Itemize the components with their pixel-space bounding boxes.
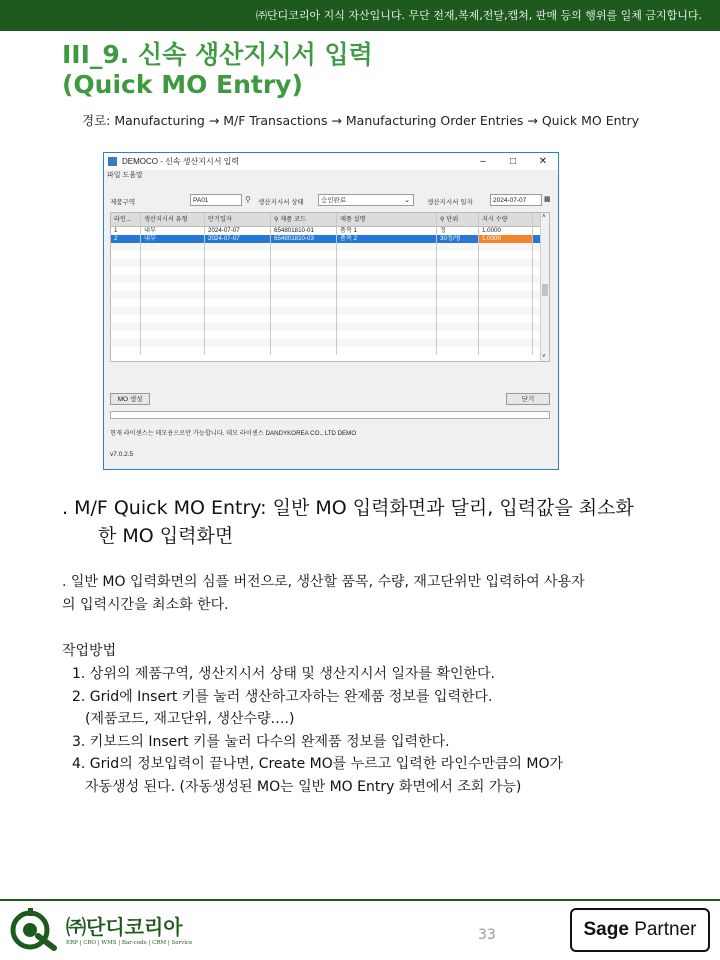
license-text: 현재 라이센스는 데모용으로만 가능합니다. 데모 라이센스 DANDYKOREA CO., LTD DEMO bbox=[110, 430, 357, 437]
col-product-desc[interactable]: 제품 설명 bbox=[337, 213, 437, 226]
menu-bar[interactable]: 파일 도움말 bbox=[107, 172, 143, 179]
maximize-button[interactable]: □ bbox=[509, 156, 517, 167]
list-item: 자동생성 된다. (자동생성된 MO는 일반 MO Entry 화면에서 조회 가능) bbox=[85, 778, 522, 795]
footer-divider bbox=[0, 899, 720, 901]
empty-table-row[interactable] bbox=[111, 243, 549, 251]
list-item: (제품코드, 재고단위, 생산수량….) bbox=[85, 711, 295, 727]
empty-table-row[interactable] bbox=[111, 267, 549, 275]
filter-bar bbox=[110, 194, 552, 208]
list-item: 3. 키보드의 Insert 키를 눌러 다수의 완제품 정보를 입력한다. bbox=[72, 733, 450, 750]
search-icon: ⚲ bbox=[274, 216, 281, 223]
col-product-code[interactable]: ⚲ 제품 코드 bbox=[271, 213, 337, 226]
table-row-selected[interactable]: 2 내부 2024-07-07 654801810-03 품목 2 30정/병 1.0000 bbox=[111, 235, 549, 243]
company-logo-icon bbox=[8, 906, 60, 954]
product-area-label: 제품구역 bbox=[110, 199, 136, 206]
section-heading-line1: . M/F Quick MO Entry: 일반 MO 입력화면과 달리, 입력값을 최소화 bbox=[62, 497, 634, 519]
company-services: ERP | CRO | WMS | Bar-code | CRM | Service bbox=[66, 940, 193, 946]
empty-table-row[interactable] bbox=[111, 299, 549, 307]
empty-table-row[interactable] bbox=[111, 291, 549, 299]
empty-table-row[interactable] bbox=[111, 259, 549, 267]
mo-grid[interactable] bbox=[110, 212, 550, 362]
chevron-down-icon: ⌄ bbox=[404, 197, 410, 204]
date-input[interactable]: 2024-07-07 bbox=[490, 194, 542, 206]
description-line1: . 일반 MO 입력화면의 심플 버전으로, 생산할 품목, 수량, 재고단위만 입력하여 사용자 bbox=[62, 574, 585, 590]
list-item: 4. Grid의 정보입력이 끝나면, Create MO를 누르고 입력한 라인수만큼의 MO가 bbox=[72, 756, 564, 772]
section-heading bbox=[62, 494, 702, 550]
description bbox=[62, 571, 702, 617]
status-value: 승인완료 bbox=[321, 197, 347, 204]
empty-table-row[interactable] bbox=[111, 275, 549, 283]
empty-table-row[interactable] bbox=[111, 347, 549, 355]
chevron-down-icon[interactable]: ˅ bbox=[542, 354, 546, 360]
table-row[interactable]: 1 내부 2024-07-07 654801810-01 품목 1 정 1.0000 bbox=[111, 227, 549, 235]
empty-table-row[interactable] bbox=[111, 307, 549, 315]
description-line2: 의 입력시간을 최소화 한다. bbox=[62, 597, 229, 613]
window-title: DEMOCO - 신속 생산지시서 입력 bbox=[122, 157, 240, 166]
search-icon: ⚲ bbox=[440, 216, 447, 223]
window-titlebar bbox=[104, 153, 558, 170]
close-button[interactable]: 닫기 bbox=[506, 393, 550, 405]
calendar-icon[interactable]: ▦ bbox=[544, 196, 551, 203]
partner-brand: Sage bbox=[583, 919, 629, 940]
col-qty[interactable]: 지시 수량 bbox=[479, 213, 533, 226]
empty-table-row[interactable] bbox=[111, 331, 549, 339]
status-label: 생산지시서 상태 bbox=[258, 199, 304, 206]
col-due-date[interactable]: 만기일자 bbox=[205, 213, 271, 226]
list-item: 1. 상위의 제품구역, 생산지시서 상태 및 생산지시서 일자를 확인한다. bbox=[72, 666, 496, 682]
section-heading-line2: 한 MO 입력화면 bbox=[98, 525, 234, 547]
page-title-line1: III_9. 신속 생산지시서 입력 bbox=[62, 40, 373, 69]
product-area-input[interactable]: PA01 bbox=[190, 194, 242, 206]
minimize-button[interactable]: – bbox=[480, 156, 486, 167]
work-method-steps bbox=[72, 663, 692, 798]
empty-table-row[interactable] bbox=[111, 283, 549, 291]
status-select[interactable] bbox=[318, 194, 414, 206]
list-item: 2. Grid에 Insert 키를 눌러 생산하고자하는 완제품 정보를 입력한다. bbox=[72, 688, 493, 705]
progress-bar bbox=[110, 411, 550, 419]
empty-table-row[interactable] bbox=[111, 323, 549, 331]
grid-scrollbar[interactable] bbox=[540, 213, 549, 361]
col-mo-type[interactable]: 생산지시서 유형 bbox=[141, 213, 205, 226]
work-method-title: 작업방법 bbox=[62, 643, 117, 659]
navigation-path: 경로: Manufacturing → M/F Transactions → Manufacturing Order Entries → Quick MO Entry bbox=[82, 113, 639, 128]
search-icon[interactable]: ⚲ bbox=[245, 195, 251, 204]
copyright-banner: ㈜단디코리아 지식 자산입니다. 무단 전재,복제,전달,캡쳐, 판매 등의 행위를 일체 금지합니다. bbox=[0, 0, 720, 31]
close-window-button[interactable]: ✕ bbox=[538, 156, 548, 167]
col-line[interactable]: 라인... bbox=[111, 213, 141, 226]
partner-label: Partner bbox=[634, 919, 697, 940]
create-mo-button[interactable]: MO 생성 bbox=[110, 393, 150, 405]
col-unit[interactable]: ⚲ 단위 bbox=[437, 213, 479, 226]
empty-table-row[interactable] bbox=[111, 339, 549, 347]
grid-header bbox=[111, 213, 549, 227]
page-title bbox=[62, 40, 373, 100]
date-label: 생산지시서 일자 bbox=[427, 199, 473, 206]
empty-table-row[interactable] bbox=[111, 315, 549, 323]
version-label: v7.0.2.5 bbox=[110, 451, 134, 458]
scrollbar-thumb[interactable] bbox=[542, 284, 548, 296]
company-name: ㈜단디코리아 bbox=[66, 915, 183, 939]
empty-table-row[interactable] bbox=[111, 251, 549, 259]
page-number: 33 bbox=[478, 927, 496, 943]
quick-mo-entry-window bbox=[103, 152, 559, 470]
app-icon bbox=[108, 157, 117, 166]
page-title-line2: (Quick MO Entry) bbox=[62, 70, 303, 99]
chevron-up-icon[interactable]: ˄ bbox=[542, 214, 546, 220]
sage-partner-logo bbox=[570, 908, 710, 952]
